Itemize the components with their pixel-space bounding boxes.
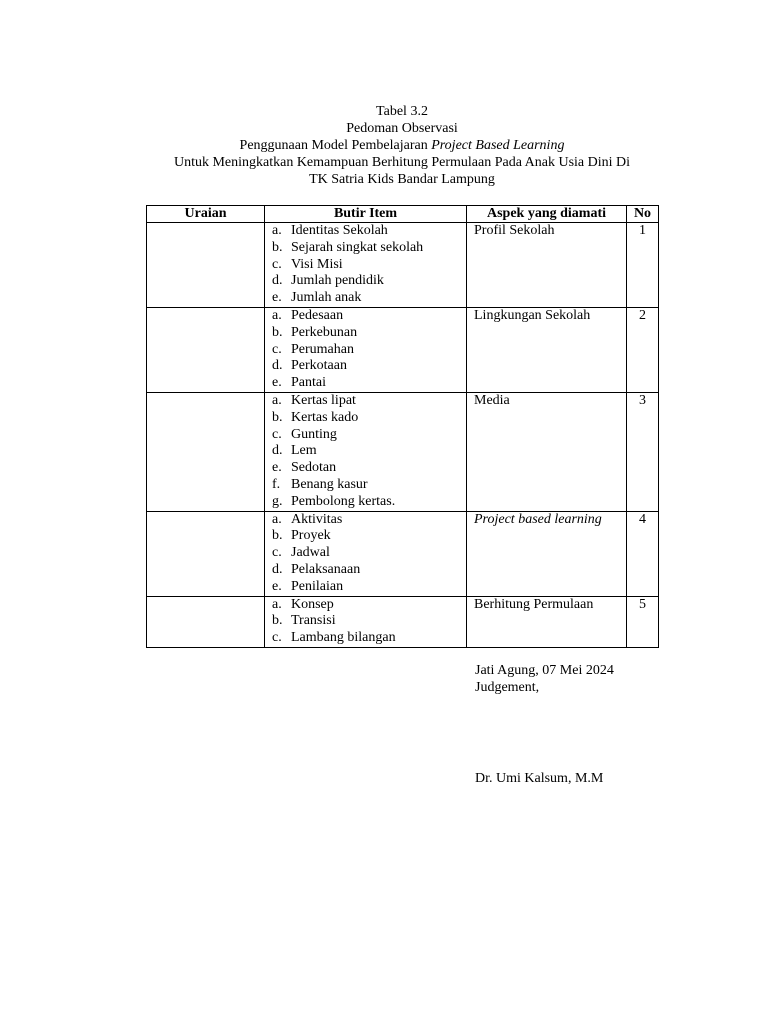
list-item: [272, 290, 466, 307]
item-letter: a.: [272, 596, 282, 612]
item-text: Visi Misi: [291, 256, 343, 272]
list-item: [272, 460, 466, 477]
item-text: Kertas kado: [291, 409, 359, 425]
table-row: [147, 307, 659, 392]
butir-item-cell: [265, 596, 467, 647]
item-letter: b.: [272, 324, 283, 340]
list-item: [272, 528, 466, 545]
table-title: Pedoman Observasi: [346, 121, 458, 136]
table-row: [147, 223, 659, 308]
item-letter: d.: [272, 443, 283, 459]
item-letter: b.: [272, 239, 283, 255]
list-item: [272, 393, 466, 410]
item-letter: e.: [272, 290, 282, 306]
item-letter: d.: [272, 358, 283, 374]
no-cell: 3: [627, 392, 659, 511]
list-item: [272, 325, 466, 342]
uraian-cell: [147, 511, 265, 596]
item-text: Jumlah anak: [291, 290, 362, 306]
item-text: Perumahan: [291, 341, 354, 357]
table-row: [147, 596, 659, 647]
item-letter: b.: [272, 613, 283, 629]
item-letter: d.: [272, 273, 283, 289]
list-item: [272, 223, 466, 240]
item-letter: c.: [272, 426, 282, 442]
list-item: [272, 410, 466, 427]
list-item: [272, 477, 466, 494]
item-text: Lambang bilangan: [291, 630, 396, 646]
item-letter: c.: [272, 630, 282, 646]
item-text: Gunting: [291, 426, 337, 442]
item-text: Kertas lipat: [291, 392, 356, 408]
table-subtitle-line-2: Untuk Meningkatkan Kemampuan Berhitung Permulaan Pada Anak Usia Dini Di: [173, 155, 631, 170]
list-item: [272, 512, 466, 529]
table-subtitle-line-1: [110, 137, 694, 154]
list-item: [272, 443, 466, 460]
subtitle-prefix: Penggunaan Model Pembelajaran: [239, 138, 432, 153]
item-letter: a.: [272, 307, 282, 323]
list-item: [272, 375, 466, 392]
list-item: [272, 427, 466, 444]
item-text: Sejarah singkat sekolah: [291, 239, 424, 255]
butir-item-cell: [265, 392, 467, 511]
item-letter: e.: [272, 578, 282, 594]
list-item: [272, 308, 466, 325]
signature-role: Judgement,: [475, 680, 540, 695]
list-item: [272, 630, 466, 647]
table-heading: [110, 103, 694, 188]
no-cell: 1: [627, 223, 659, 308]
item-text: Perkebunan: [291, 324, 358, 340]
item-letter: a.: [272, 392, 282, 408]
item-text: Jadwal: [291, 545, 330, 561]
signature-name-block: [475, 770, 603, 787]
list-item: [272, 597, 466, 614]
item-text: Penilaian: [291, 578, 344, 594]
butir-item-cell: [265, 307, 467, 392]
no-cell: 4: [627, 511, 659, 596]
list-item: [272, 545, 466, 562]
item-letter: e.: [272, 460, 282, 476]
list-item: [272, 342, 466, 359]
aspek-cell: Media: [467, 392, 627, 511]
table-row: [147, 511, 659, 596]
uraian-cell: [147, 596, 265, 647]
item-list: [265, 597, 466, 647]
item-letter: c.: [272, 545, 282, 561]
item-letter: c.: [272, 256, 282, 272]
list-item: [272, 273, 466, 290]
item-text: Perkotaan: [291, 358, 347, 374]
item-text: Pembolong kertas.: [291, 493, 396, 509]
signature-block: [475, 662, 614, 696]
uraian-cell: [147, 307, 265, 392]
signature-place-date: Jati Agung, 07 Mei 2024: [475, 663, 614, 678]
header-aspek: Aspek yang diamati: [467, 206, 627, 223]
item-text: Pelaksanaan: [291, 561, 361, 577]
subtitle-italic: Project Based Learning: [431, 138, 565, 153]
item-text: Transisi: [291, 613, 336, 629]
header-butir-item: Butir Item: [265, 206, 467, 223]
uraian-cell: [147, 223, 265, 308]
item-letter: b.: [272, 409, 283, 425]
item-text: Aktivitas: [291, 511, 343, 527]
item-text: Sedotan: [291, 460, 337, 476]
header-no: No: [627, 206, 659, 223]
list-item: [272, 562, 466, 579]
list-item: [272, 579, 466, 596]
aspek-cell: Project based learning: [467, 511, 627, 596]
aspek-cell: Profil Sekolah: [467, 223, 627, 308]
aspek-cell: Berhitung Permulaan: [467, 596, 627, 647]
butir-item-cell: [265, 511, 467, 596]
item-text: Pantai: [291, 375, 326, 391]
item-text: Lem: [291, 443, 317, 459]
no-cell: 2: [627, 307, 659, 392]
item-list: [265, 308, 466, 392]
list-item: [272, 494, 466, 511]
item-text: Benang kasur: [291, 476, 368, 492]
list-item: [272, 257, 466, 274]
item-letter: d.: [272, 561, 283, 577]
observation-table: [146, 205, 659, 648]
item-letter: g.: [272, 493, 283, 509]
item-list: [265, 223, 466, 307]
item-text: Jumlah pendidik: [291, 273, 384, 289]
no-cell: 5: [627, 596, 659, 647]
table-number: Tabel 3.2: [376, 104, 428, 119]
item-list: [265, 393, 466, 511]
list-item: [272, 240, 466, 257]
table-subtitle-line-3: TK Satria Kids Bandar Lampung: [309, 172, 495, 187]
item-letter: f.: [272, 476, 281, 492]
item-text: Proyek: [291, 528, 331, 544]
item-list: [265, 512, 466, 596]
item-letter: c.: [272, 341, 282, 357]
item-text: Pedesaan: [291, 307, 344, 323]
list-item: [272, 613, 466, 630]
header-uraian: Uraian: [147, 206, 265, 223]
butir-item-cell: [265, 223, 467, 308]
item-letter: a.: [272, 511, 282, 527]
signature-name: Dr. Umi Kalsum, M.M: [475, 771, 604, 786]
item-letter: b.: [272, 528, 283, 544]
uraian-cell: [147, 392, 265, 511]
table-row: [147, 392, 659, 511]
list-item: [272, 358, 466, 375]
item-letter: a.: [272, 223, 282, 238]
aspek-cell: Lingkungan Sekolah: [467, 307, 627, 392]
item-text: Konsep: [291, 596, 334, 612]
item-letter: e.: [272, 375, 282, 391]
table-header-row: [147, 206, 659, 223]
table-body: [147, 223, 659, 648]
item-text: Identitas Sekolah: [291, 223, 388, 238]
